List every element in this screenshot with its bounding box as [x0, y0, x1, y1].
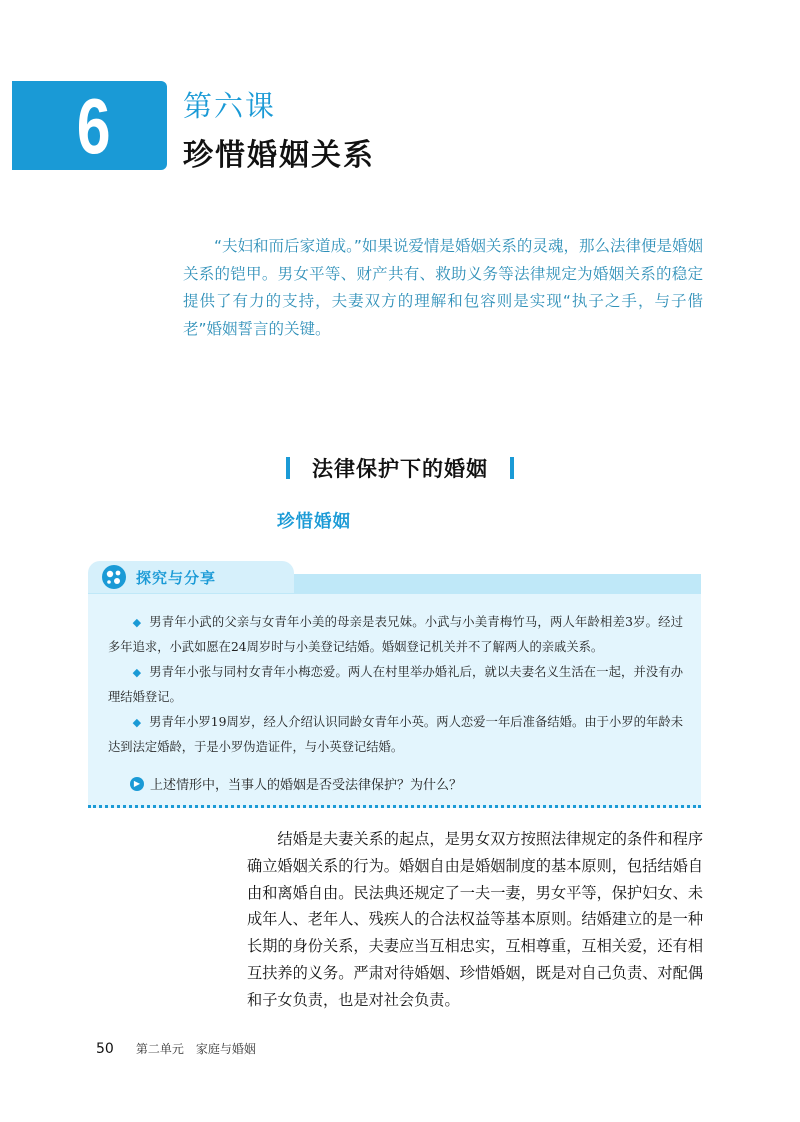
explore-share-panel [88, 574, 701, 808]
case-item [108, 660, 683, 710]
case-list [108, 610, 683, 760]
explore-share-label: 探究与分享 [136, 568, 217, 587]
footer-unit-title: 第二单元 家庭与婚姻 [135, 1042, 256, 1056]
heading-bar-right [510, 457, 514, 479]
case-text: 男青年小武的父亲与女青年小美的母亲是表兄妹。小武与小美青梅竹马，两人年龄相差3岁。经过多年追求，小武如愿在24周岁时与小美登记结婚。婚姻登记机关并不了解两人的亲戚关系。 [108, 615, 683, 654]
section-heading-text: 法律保护下的婚姻 [312, 457, 488, 481]
subheading: 珍惜婚姻 [277, 512, 351, 532]
diamond-bullet-icon: ◆ [132, 716, 142, 729]
case-text: 男青年小罗19周岁，经人介绍认识同龄女青年小英。两人恋爱一年后准备结婚。由于小罗的年龄未达到法定婚龄，于是小罗伪造证件，与小英登记结婚。 [108, 715, 683, 754]
section-heading [0, 450, 800, 486]
body-paragraph: 结婚是夫妻关系的起点，是男女双方按照法律规定的条件和程序确立婚姻关系的行为。婚姻自由是婚姻制度的基本原则，包括结婚自由和离婚自由。民法典还规定了一夫一妻，男女平等，保护妇女、未成年人、老年人、残疾人的合法权益等基本原则。结婚建立的是一种长期的身份关系，夫妻应当互相忠实，互相尊重，互相关爱，还有相互扶养的义务。严肃对待婚姻、珍惜婚姻，既是对自己负责、对配偶和子女负责，也是对社会负责。 [247, 830, 703, 1009]
lesson-number-badge [12, 81, 167, 170]
explore-share-tab [88, 561, 294, 593]
case-item [108, 610, 683, 660]
lesson-intro: “夫妇和而后家道成。”如果说爱情是婚姻关系的灵魂，那么法律便是婚姻关系的铠甲。男女平等、财产共有、救助义务等法律规定为婚姻关系的稳定提供了有力的支持，夫妻双方的理解和包容则是实现“执子之手，与子偕老”婚姻誓言的关键。 [183, 237, 703, 338]
question-text: 上述情形中，当事人的婚姻是否受法律保护？为什么？ [150, 778, 463, 793]
lesson-number: 6 [76, 81, 111, 170]
heading-bar-left [286, 457, 290, 479]
lesson-label: 第六课 [183, 89, 277, 123]
diamond-bullet-icon: ◆ [132, 616, 142, 629]
play-arrow-icon: ▶ [130, 777, 144, 791]
diamond-bullet-icon: ◆ [132, 666, 142, 679]
page-number: 50 [96, 1041, 114, 1057]
page-footer [96, 1040, 256, 1057]
explore-share-icon [100, 563, 128, 591]
case-text: 男青年小张与同村女青年小梅恋爱。两人在村里举办婚礼后，就以夫妻名义生活在一起，并没有办理结婚登记。 [108, 665, 683, 704]
case-item [108, 710, 683, 760]
discussion-question [130, 774, 462, 793]
lesson-title: 珍惜婚姻关系 [183, 138, 375, 173]
